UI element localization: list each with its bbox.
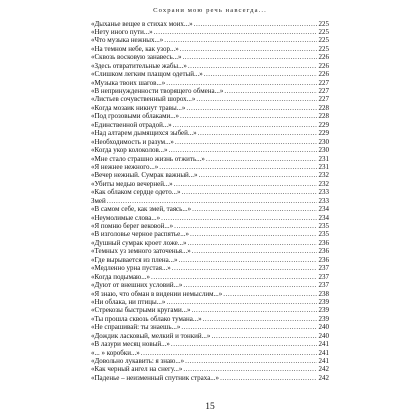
toc-entry	[91, 340, 329, 348]
page-number: 15	[205, 402, 215, 412]
toc-entry	[91, 70, 329, 78]
dot-leader	[220, 374, 317, 382]
toc-entry	[91, 129, 329, 137]
toc-entry-page: 225	[318, 27, 329, 36]
toc-entry-title: «Слишком легким плащом одетый...»	[91, 70, 203, 79]
dot-leader	[183, 365, 317, 373]
toc-entry	[91, 28, 329, 36]
toc-entry	[91, 36, 329, 44]
toc-entry	[91, 146, 329, 154]
toc-entry-title: «Дождик ласковый, мелкий и тонкий...»	[91, 331, 211, 340]
toc-entry-page: 237	[318, 281, 329, 290]
toc-entry-title: «Я знаю, что обман в видении немыслим...»	[91, 289, 223, 298]
toc-entry-page: 229	[318, 120, 329, 129]
toc-entry	[91, 315, 329, 323]
toc-entry-title: «Душный сумрак кроет ложе...»	[91, 238, 187, 247]
toc-entry-title: «Мне стало страшно жизнь отжить...»	[91, 154, 205, 163]
toc-entry	[91, 357, 329, 365]
toc-entry	[91, 264, 329, 272]
dot-leader	[166, 79, 317, 87]
toc-entry-title: «Над алтарем дымящихся зыбей...»	[91, 129, 197, 138]
dot-leader	[196, 95, 317, 103]
dot-leader	[192, 247, 317, 255]
toc-entry-page: 241	[318, 348, 329, 357]
dot-leader	[192, 205, 317, 213]
toc-entry-title: «... » коробки...»	[91, 348, 140, 357]
toc-entry-title: «Я нежнее нежного...»	[91, 162, 159, 171]
toc-entry-page: 233	[318, 196, 329, 205]
dot-leader	[183, 281, 317, 289]
toc-entry-title: «Убиты медью вечерней...»	[91, 179, 173, 188]
toc-entry-page: 226	[318, 61, 329, 70]
toc-entry-title: «Листьев сочувственный шорох...»	[91, 95, 196, 104]
dot-leader	[180, 45, 317, 53]
toc-entry-page: 231	[318, 154, 329, 163]
toc-entry	[91, 95, 329, 103]
dot-leader	[204, 70, 317, 78]
dot-leader	[191, 306, 317, 314]
toc-entry-page: 236	[318, 247, 329, 256]
toc-entry-page: 228	[318, 103, 329, 112]
toc-entry-page: 238	[318, 289, 329, 298]
toc-entry-page: 239	[318, 297, 329, 306]
toc-entry-page: 242	[318, 365, 329, 374]
dot-leader	[181, 188, 317, 196]
toc-entry	[91, 121, 329, 129]
dot-leader	[179, 256, 317, 264]
toc-entry	[91, 180, 329, 188]
table-of-contents	[91, 20, 329, 383]
toc-entry	[91, 349, 329, 357]
toc-entry	[91, 62, 329, 70]
toc-entry-title: «Необходимость и разум...»	[91, 137, 174, 146]
toc-entry	[91, 214, 329, 222]
dot-leader	[151, 273, 317, 281]
dot-leader	[188, 62, 317, 70]
dot-leader	[164, 36, 317, 44]
toc-entry-title: Змей	[91, 196, 106, 205]
toc-entry-title: «Когда укор колоколов...»	[91, 146, 168, 155]
toc-entry	[91, 365, 329, 373]
toc-entry-page: 235	[318, 230, 329, 239]
toc-entry	[91, 171, 329, 179]
toc-entry-title: «Сквозь восковую занавесь...»	[91, 53, 182, 62]
toc-entry-page: 227	[318, 78, 329, 87]
toc-entry-title: «Ни облака, ни птицы...»	[91, 297, 166, 306]
dot-leader	[211, 332, 317, 340]
toc-entry	[91, 138, 329, 146]
toc-entry-page: 225	[318, 36, 329, 45]
toc-entry-page: 232	[318, 171, 329, 180]
dot-leader	[166, 298, 317, 306]
toc-entry	[91, 205, 329, 213]
toc-entry-page: 241	[318, 340, 329, 349]
toc-entry	[91, 239, 329, 247]
toc-entry-title: «Довольно лукавить: я знаю...»	[91, 357, 185, 365]
dot-leader	[171, 340, 317, 348]
dot-leader	[188, 239, 317, 247]
toc-entry	[91, 222, 329, 230]
dot-leader	[161, 214, 317, 222]
dot-leader	[206, 155, 317, 163]
toc-entry-page: 239	[318, 314, 329, 323]
toc-entry-title: «В лазури месяц новый...»	[91, 340, 170, 349]
toc-entry	[91, 197, 329, 205]
toc-entry-title: «Дуют от внешних условий...»	[91, 281, 183, 290]
toc-entry-page: 230	[318, 146, 329, 155]
dot-leader	[181, 323, 317, 331]
dot-leader	[199, 171, 317, 179]
toc-entry-title: «В непринужденности творящего обмена...»	[91, 87, 224, 95]
toc-entry-page: 235	[318, 222, 329, 230]
toc-entry	[91, 374, 329, 382]
toc-entry-title: «Здесь отвратительные жабы...»	[91, 61, 187, 70]
dot-leader	[173, 121, 317, 129]
dot-leader	[154, 28, 317, 36]
dot-leader	[169, 146, 317, 154]
dot-leader	[107, 197, 317, 205]
toc-entry	[91, 281, 329, 289]
toc-entry-page: 236	[318, 238, 329, 247]
toc-entry-page: 226	[318, 70, 329, 79]
toc-entry-page: 225	[318, 19, 329, 28]
toc-entry	[91, 323, 329, 331]
toc-entry-page: 234	[318, 205, 329, 214]
toc-entry-title: «В самом себе, как змей, таясь...»	[91, 205, 192, 214]
toc-entry-page: 236	[318, 255, 329, 264]
toc-entry-title: «Стрекозы быстрыми кругами...»	[91, 306, 191, 315]
toc-entry-title: «Дыханье вещее в стихах моих...»	[91, 19, 193, 28]
toc-entry-title: «Когда мозаик никнут травы...»	[91, 103, 186, 112]
toc-entry-title: «Не спрашивай: ты знаешь...»	[91, 323, 181, 332]
toc-entry-page: 225	[318, 44, 329, 53]
toc-entry-title: «Когда подымаю...»	[91, 272, 151, 281]
dot-leader	[182, 53, 317, 61]
toc-entry	[91, 188, 329, 196]
toc-entry-page: 234	[318, 213, 329, 222]
running-header: Сохрани мою речь навсегда...	[153, 7, 267, 14]
toc-entry-page: 239	[318, 306, 329, 315]
dot-leader	[172, 264, 317, 272]
toc-entry-title: «Под грозовыми облаками...»	[91, 112, 180, 121]
toc-entry-title: «Где вырывается из плена...»	[91, 255, 178, 264]
toc-entry-page: 230	[318, 137, 329, 146]
dot-leader	[203, 315, 317, 323]
toc-entry	[91, 273, 329, 281]
dot-leader	[198, 129, 317, 137]
dot-leader	[194, 20, 317, 28]
toc-entry	[91, 298, 329, 306]
toc-entry-page: 242	[318, 373, 329, 382]
toc-entry-title: «Музыка твоих шагов...»	[91, 78, 166, 87]
dot-leader	[190, 230, 317, 238]
toc-entry	[91, 230, 329, 238]
toc-entry	[91, 155, 329, 163]
toc-entry-page: 226	[318, 53, 329, 62]
toc-entry-page: 241	[318, 357, 329, 365]
toc-entry	[91, 332, 329, 340]
toc-entry-title: «На темном небе, как узор...»	[91, 44, 179, 53]
dot-leader	[175, 138, 317, 146]
toc-entry-title: «Что музыка нежных...»	[91, 36, 164, 45]
toc-entry-page: 229	[318, 129, 329, 138]
toc-entry-page: 237	[318, 264, 329, 273]
dot-leader	[223, 290, 317, 298]
toc-entry	[91, 87, 329, 95]
dot-leader	[174, 222, 317, 230]
toc-entry-title: «В изголовье черное распятье...»	[91, 230, 189, 239]
toc-entry-title: «Темных уз земного заточенья...»	[91, 247, 191, 256]
toc-entry-page: 232	[318, 179, 329, 188]
toc-entry-page: 237	[318, 272, 329, 281]
toc-entry-title: «Неумолимые слова...»	[91, 213, 161, 222]
toc-entry	[91, 112, 329, 120]
toc-entry	[91, 79, 329, 87]
toc-entry-page: 228	[318, 112, 329, 121]
dot-leader	[159, 163, 317, 171]
toc-entry	[91, 306, 329, 314]
toc-entry	[91, 53, 329, 61]
toc-entry-title: «Единственной отрадой...»	[91, 120, 172, 129]
toc-entry	[91, 20, 329, 28]
toc-entry	[91, 104, 329, 112]
toc-entry-page: 227	[318, 87, 329, 95]
dot-leader	[180, 112, 317, 120]
toc-entry-page: 231	[318, 162, 329, 171]
toc-entry-title: «Как облаком сердце одето...»	[91, 188, 181, 197]
toc-entry-page: 233	[318, 188, 329, 197]
toc-entry-page: 240	[318, 331, 329, 340]
toc-entry	[91, 256, 329, 264]
toc-entry-title: «Ты прошла сквозь облако тумана...»	[91, 314, 202, 323]
toc-entry	[91, 163, 329, 171]
toc-entry-title: «Нету иного пути...»	[91, 27, 153, 36]
toc-entry-title: «Паденье – неизменный спутник страха...»	[91, 373, 220, 382]
dot-leader	[224, 87, 317, 95]
dot-leader	[174, 180, 317, 188]
toc-entry-page: 227	[318, 95, 329, 104]
toc-entry-title: «Медленно урна пустая...»	[91, 264, 171, 273]
toc-entry	[91, 247, 329, 255]
toc-entry	[91, 290, 329, 298]
dot-leader	[186, 104, 317, 112]
dot-leader	[141, 349, 317, 357]
toc-entry-title: «Как черный ангел на снегу...»	[91, 365, 183, 374]
toc-entry	[91, 45, 329, 53]
toc-entry-title: «Вечер нежный. Сумрак важный...»	[91, 171, 198, 180]
toc-entry-title: «Я помню берег вековой...»	[91, 222, 174, 230]
toc-entry-page: 240	[318, 323, 329, 332]
dot-leader	[185, 357, 317, 365]
